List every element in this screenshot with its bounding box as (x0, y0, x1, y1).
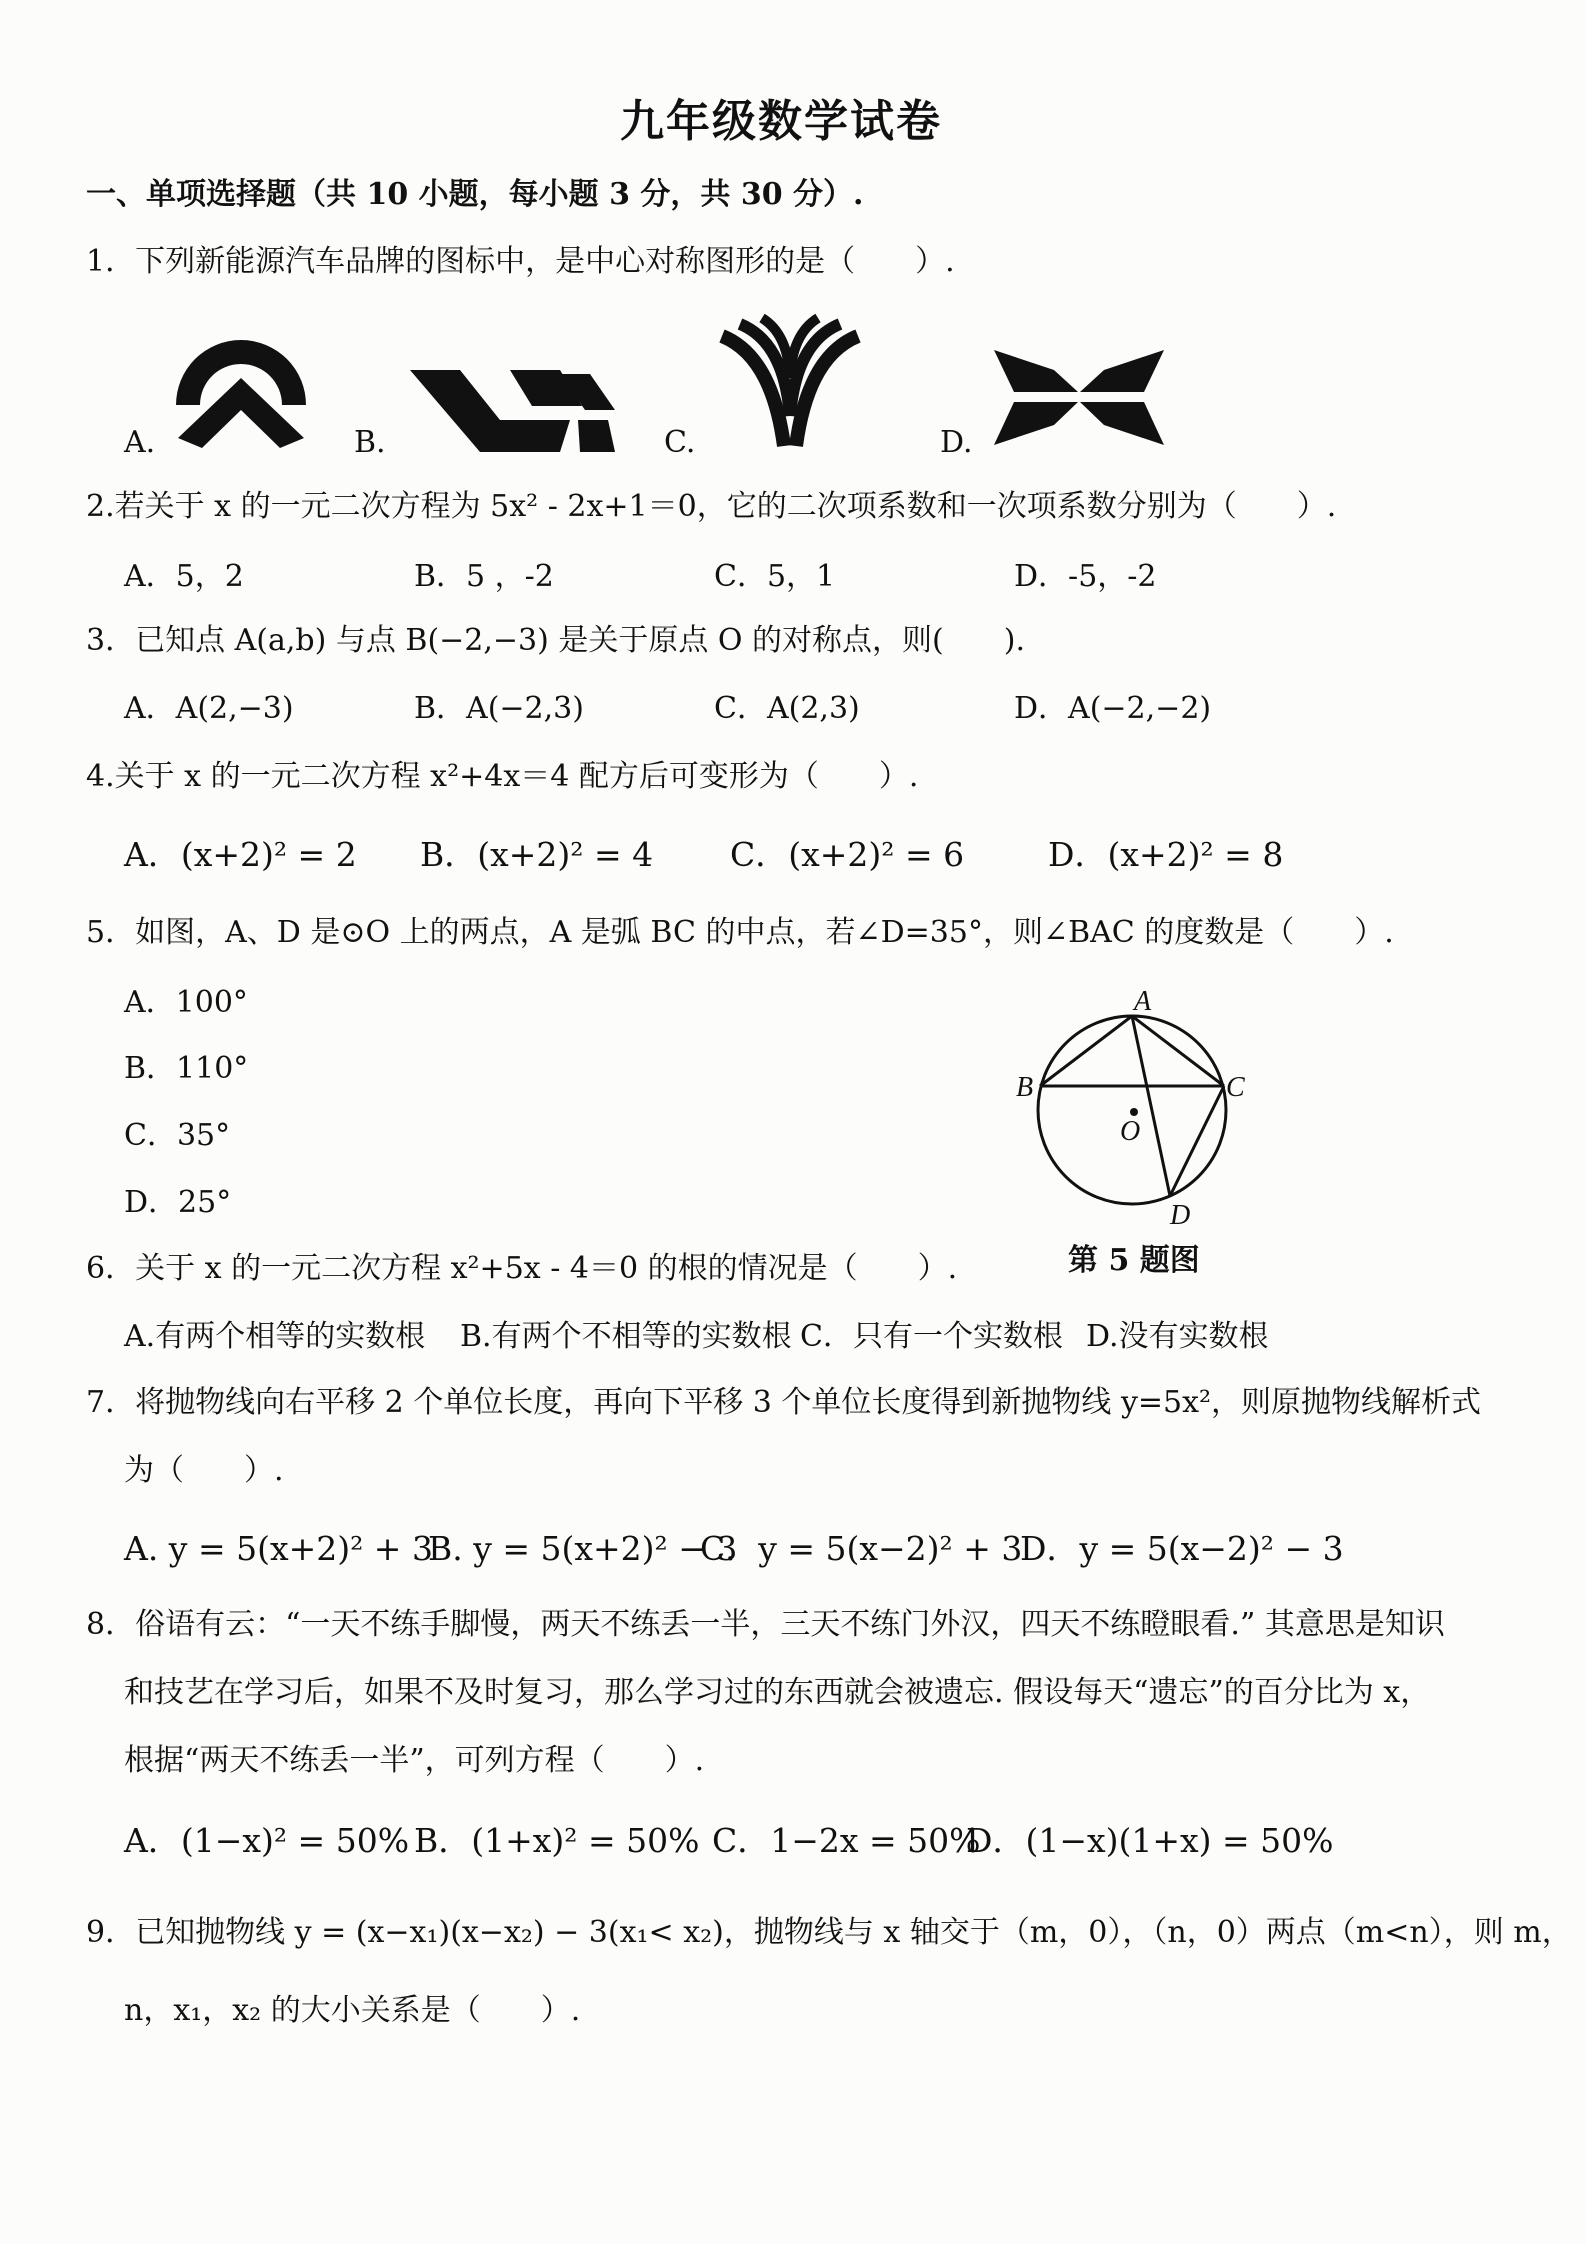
circle-figure (1016, 986, 1270, 1231)
question-5-stem: 5．如图，A、D 是⊙O 上的两点，A 是弧 BC 的中点，若∠D=35°，则∠BAC 的度数是（ ）. (86, 915, 1394, 950)
q3-option-a: A．A(2,−3) (124, 691, 294, 726)
q3-option-b: B．A(−2,3) (414, 691, 584, 726)
logo-nested-v-icon (712, 316, 868, 456)
q6-option-c: C．只有一个实数根 (800, 1319, 1063, 1354)
point-label-d: D (1170, 1200, 1191, 1231)
center-o-dot (1130, 1108, 1138, 1116)
point-label-o: O (1120, 1116, 1141, 1147)
q6-option-a: A.有两个相等的实数根 (124, 1319, 426, 1354)
q2-option-a: A．5，2 (124, 559, 244, 594)
q7-option-a: A. y = 5(x+2)² + 3 (124, 1529, 433, 1568)
q1-option-c-label: C. (664, 425, 696, 460)
point-label-c: C (1226, 1072, 1245, 1103)
q2-option-c: C．5，1 (714, 559, 836, 594)
q2-option-b: B．5 ，-2 (414, 559, 554, 594)
section-heading: 一、单项选择题（共 10 小题，每小题 3 分，共 30 分）. (86, 177, 864, 212)
q8-option-a: A．(1−x)² = 50% (124, 1821, 410, 1860)
q8-option-c: C．1−2x = 50% (712, 1821, 981, 1860)
q7-option-b: B. y = 5(x+2)² − 3 (428, 1529, 738, 1568)
page-title: 九年级数学试卷 (620, 96, 942, 147)
q6-option-b: B.有两个不相等的实数根 (460, 1319, 792, 1354)
question-4-stem: 4.关于 x 的一元二次方程 x²+4x＝4 配方后可变形为（ ）. (86, 759, 919, 794)
chord-ad (1132, 1016, 1170, 1196)
q1-option-b-label: B. (354, 425, 386, 460)
point-label-a: A (1134, 986, 1152, 1017)
question-9-line-1: 9．已知抛物线 y = (x−x₁)(x−x₂) − 3(x₁< x₂)，抛物线与 x 轴交于（m，0），（n，0）两点（m<n），则 m， (86, 1915, 1572, 1950)
logo-butterfly-icon (994, 350, 1164, 445)
q1-option-a-label: A. (124, 425, 156, 460)
q3-option-d: D．A(−2,−2) (1014, 691, 1212, 726)
question-2-stem: 2.若关于 x 的一元二次方程为 5x² - 2x+1＝0，它的二次项系数和一次项系数分别为（ ）. (86, 489, 1337, 524)
q8-option-b: B．(1+x)² = 50% (414, 1821, 700, 1860)
q7-option-c: C．y = 5(x−2)² + 3 (700, 1529, 1023, 1568)
logo-parallelograms-icon (410, 370, 615, 452)
question-7-stem-cont: 为（ ）. (124, 1453, 284, 1488)
question-9-line-2: n，x₁，x₂ 的大小关系是（ ）. (124, 1993, 581, 2028)
q5-option-a: A．100° (124, 985, 248, 1020)
q4-option-d: D．(x+2)² = 8 (1048, 835, 1284, 874)
q2-option-d: D．-5，-2 (1014, 559, 1157, 594)
question-6-stem: 6．关于 x 的一元二次方程 x²+5x - 4＝0 的根的情况是（ ）. (86, 1251, 958, 1286)
q4-option-c: C．(x+2)² = 6 (730, 835, 965, 874)
question-8-line-1: 8．俗语有云：“一天不练手脚慢，两天不练丢一半，三天不练门外汉，四天不练瞪眼看.” 其意思是知识 (86, 1607, 1445, 1642)
logo-arch-icon (176, 330, 306, 450)
question-8-line-2: 和技艺在学习后，如果不及时复习，那么学习过的东西就会被遗忘. 假设每天“遗忘”的百分比为 x， (124, 1675, 1431, 1710)
q1-option-d-label: D. (940, 425, 973, 460)
figure-caption: 第 5 题图 (1068, 1243, 1200, 1278)
q3-option-c: C．A(2,3) (714, 691, 860, 726)
question-7-stem: 7．将抛物线向右平移 2 个单位长度，再向下平移 3 个单位长度得到新抛物线 y=5x²，则原抛物线解析式 (86, 1385, 1482, 1420)
q5-option-c: C．35° (124, 1118, 231, 1153)
question-8-line-3: 根据“两天不练丢一半”，可列方程（ ）. (124, 1743, 705, 1778)
q5-option-b: B．110° (124, 1051, 249, 1086)
question-1-stem: 1．下列新能源汽车品牌的图标中，是中心对称图形的是（ ）. (86, 244, 955, 279)
q7-option-d: D．y = 5(x−2)² − 3 (1020, 1529, 1344, 1568)
q6-option-d: D.没有实数根 (1086, 1319, 1269, 1354)
q4-option-b: B．(x+2)² = 4 (420, 835, 654, 874)
q8-option-d: D．(1−x)(1+x) = 50% (966, 1821, 1334, 1860)
q5-option-d: D．25° (124, 1185, 232, 1220)
q4-option-a: A．(x+2)² = 2 (124, 835, 357, 874)
point-label-b: B (1016, 1072, 1034, 1103)
question-3-stem: 3．已知点 A(a,b) 与点 B(−2,−3) 是关于原点 O 的对称点，则( ). (86, 623, 1025, 658)
